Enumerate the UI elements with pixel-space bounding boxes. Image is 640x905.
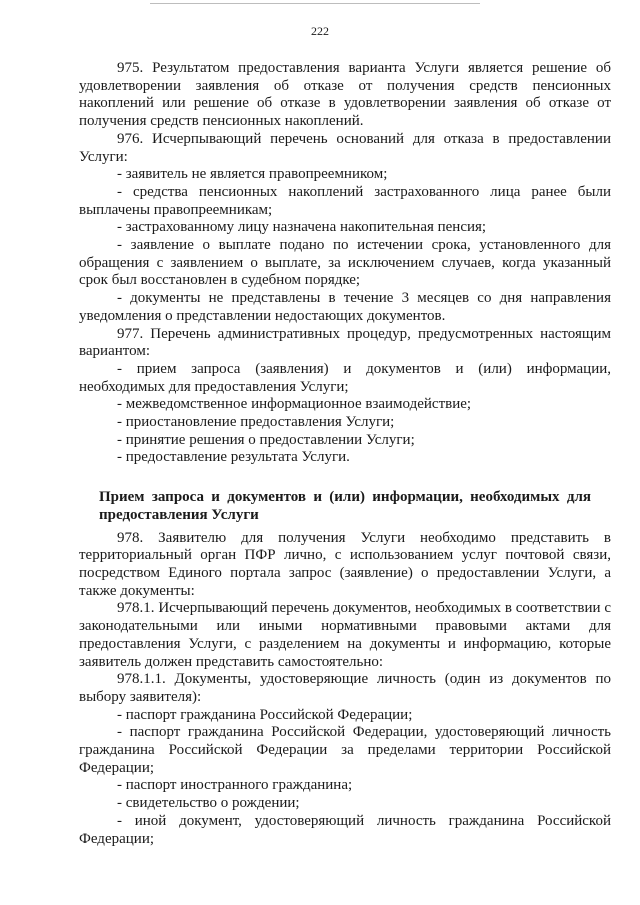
list-item: - свидетельство о рождении;: [117, 795, 300, 812]
list-item: - паспорт гражданина Российской Федерации;: [117, 706, 413, 723]
paragraph: 975. Результатом предоставления варианта Услуги является решение об удовлетворении заявления об отказе от получения средств пенсионных накоплений или решение об отказе в удовлетворении заявления об отказе от получения средств пенсионных накоплений.: [79, 60, 611, 130]
page-number: 222: [311, 24, 329, 38]
list-item: - прием запроса (заявления) и документов и (или) информации, необходимых для предоставления Услуги;: [79, 360, 611, 395]
list-item: - средства пенсионных накоплений застрахованного лица ранее были выплачены правопреемникам;: [79, 183, 611, 218]
document-body: [79, 60, 611, 848]
paragraph: 976. Исчерпывающий перечень оснований для отказа в предоставлении Услуги:: [79, 130, 611, 165]
list-item: - паспорт гражданина Российской Федерации, удостоверяющий личность гражданина Российской Федерации за пределами территории Российской Федерации;: [79, 724, 611, 776]
list-item: - заявитель не является правопреемником;: [117, 166, 388, 183]
list-item: - застрахованному лицу назначена накопительная пенсия;: [117, 219, 487, 236]
list-item: - паспорт иностранного гражданина;: [117, 777, 353, 794]
list-item: - заявление о выплате подано по истечении срока, установленного для обращения с заявлением о выплате, за исключением случаев, когда указанный срок был восстановлен в судебном порядке;: [79, 237, 611, 289]
procedure-paragraphs: [79, 60, 611, 467]
list-item: - иной документ, удостоверяющий личность гражданина Российской Федерации;: [79, 812, 611, 847]
paragraph: 978.1.1. Документы, удостоверяющие личность (один из документов по выбору заявителя):: [79, 671, 611, 705]
document-requirements-paragraphs: [79, 530, 611, 849]
list-item: - межведомственное информационное взаимодействие;: [117, 396, 472, 413]
paragraph: 977. Перечень административных процедур, предусмотренных настоящим вариантом:: [79, 325, 611, 360]
list-item: - приостановление предоставления Услуги;: [117, 414, 395, 431]
scan-edge-line: [150, 3, 480, 4]
list-item: - предоставление результата Услуги.: [117, 449, 350, 466]
paragraph: 978. Заявителю для получения Услуги необходимо представить в территориальный орган ПФР лично, с использованием услуг почтовой связи, посредством Единого портала запрос (заявление) о предоставлении Услуги, а также документы:: [79, 529, 611, 599]
list-item: - принятие решения о предоставлении Услуги;: [117, 431, 415, 448]
paragraph: 978.1. Исчерпывающий перечень документов, необходимых в соответствии с законодательными или иными нормативными правовыми актами для предоставления Услуги, с разделением на документы и информацию, которые заявитель должен представить самостоятельно:: [79, 600, 611, 670]
list-item: - документы не представлены в течение 3 месяцев со дня направления уведомления о представлении недостающих документов.: [79, 290, 611, 324]
section-heading: Прием запроса и документов и (или) информации, необходимых для предоставления Услуги: [99, 489, 591, 523]
